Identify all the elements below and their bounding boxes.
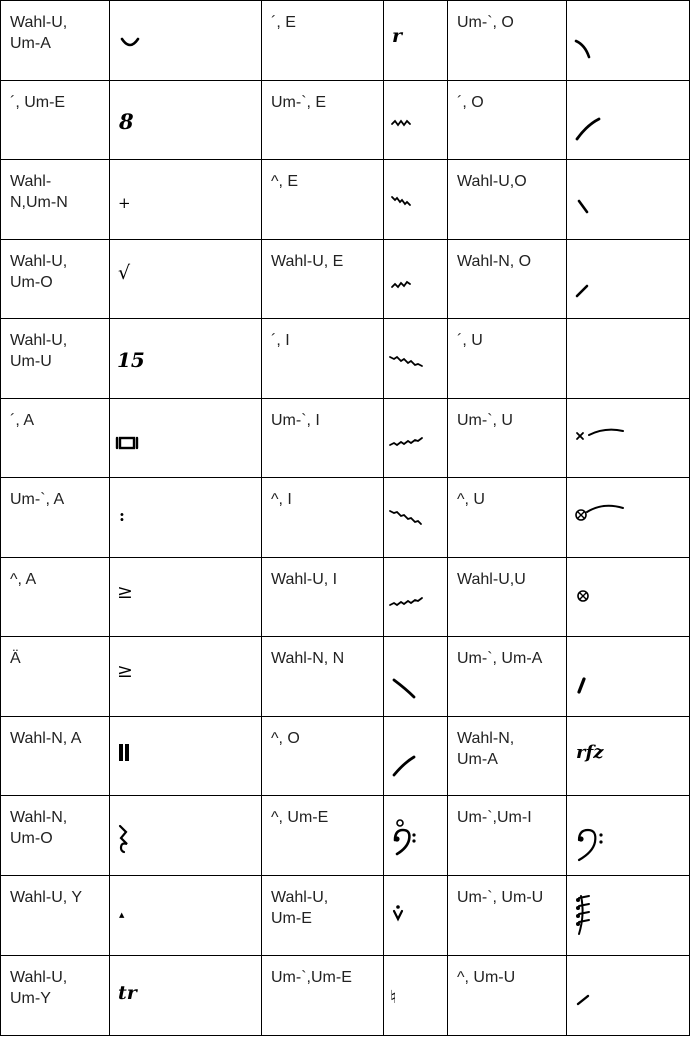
table-row — [1, 1, 690, 81]
cell-label: Wahl-U, I — [271, 571, 338, 588]
table-row — [1, 240, 690, 319]
cell-label: ^, O — [271, 730, 300, 747]
label-cell — [1, 160, 110, 240]
symbol-cell — [384, 399, 448, 478]
symbol-cell — [567, 319, 690, 399]
symbol-cell — [567, 637, 690, 717]
table-row — [1, 717, 690, 796]
tr-icon: tr — [118, 982, 137, 1004]
symbol-cell — [110, 81, 262, 160]
cell-label: ^, A — [10, 571, 37, 588]
cell-label: ´, E — [271, 14, 296, 31]
segno-bass-clef-icon — [384, 796, 447, 874]
ornate-stack-icon — [567, 876, 689, 954]
cell-label: Um-`, I — [271, 412, 320, 429]
table-row — [1, 956, 690, 1036]
circle-x-arc-icon — [567, 478, 689, 556]
label-cell — [1, 81, 110, 160]
cell-label: ´, U — [457, 332, 483, 349]
cell-label: Um-`, O — [457, 14, 514, 31]
long-slash-icon — [384, 717, 447, 795]
plus-icon: + — [118, 194, 131, 212]
label-cell — [448, 717, 567, 796]
segno-8-icon: 8 — [119, 109, 134, 134]
label-cell — [1, 240, 110, 319]
symbol-cell — [110, 558, 262, 637]
long-backslash-icon — [384, 637, 447, 715]
cell-label: Um-`,Um-I — [457, 809, 532, 826]
symbol-cell — [384, 876, 448, 956]
cell-label: Wahl-U, E — [271, 253, 344, 270]
cell-label: ´, O — [457, 94, 484, 111]
table-row — [1, 399, 690, 478]
symbol-cell — [384, 81, 448, 160]
label-cell — [1, 637, 110, 717]
symbol-cell — [110, 1, 262, 81]
label-cell — [1, 876, 110, 956]
label-cell — [1, 478, 110, 558]
label-cell — [262, 717, 384, 796]
symbol-cell — [567, 478, 690, 558]
label-cell — [448, 160, 567, 240]
cell-label: Wahl-N, Um-O — [10, 809, 68, 847]
label-cell — [448, 637, 567, 717]
label-cell — [1, 399, 110, 478]
cell-label: Wahl-U, Um-O — [10, 253, 68, 291]
label-cell — [448, 796, 567, 876]
cell-label: Ä — [10, 650, 21, 667]
label-cell — [1, 796, 110, 876]
short-arc-icon — [110, 1, 261, 79]
check-root-icon: √ — [118, 262, 131, 284]
label-cell — [448, 478, 567, 558]
falling-trill-icon — [384, 478, 447, 556]
cell-label: Um-`, E — [271, 94, 327, 111]
empty-symbol — [567, 319, 689, 397]
label-cell — [262, 319, 384, 399]
symbol-cell — [567, 399, 690, 478]
natural-sign-icon: ♮ — [390, 987, 397, 1008]
double-bar-icon — [110, 717, 261, 795]
table-row — [1, 558, 690, 637]
cell-label: ^, I — [271, 491, 292, 508]
symbol-cell — [384, 796, 448, 876]
table-row — [1, 796, 690, 876]
symbol-cell — [384, 319, 448, 399]
cell-label: ´, Um-E — [10, 94, 66, 111]
table-row — [1, 876, 690, 956]
label-cell — [262, 81, 384, 160]
cell-label: ´, I — [271, 332, 290, 349]
symbol-cell — [384, 558, 448, 637]
symbol-cell — [567, 956, 690, 1036]
symbol-cell — [567, 717, 690, 796]
circle-x-icon — [567, 558, 689, 636]
cell-label: Um-`,Um-E — [271, 969, 352, 986]
label-cell — [1, 319, 110, 399]
symbol-cell — [110, 717, 262, 796]
table-row — [1, 160, 690, 240]
symbol-cell — [567, 81, 690, 160]
table-row — [1, 81, 690, 160]
cell-label: Wahl-N, Um-A — [457, 730, 515, 768]
small-slash-icon — [567, 240, 689, 318]
dot-v-icon — [384, 876, 447, 954]
slash-up-icon — [567, 81, 689, 159]
label-cell — [262, 240, 384, 319]
rfz-icon: rfz — [576, 742, 604, 763]
label-cell — [448, 81, 567, 160]
label-cell — [262, 558, 384, 637]
symbol-cell — [110, 478, 262, 558]
symbol-cell — [110, 319, 262, 399]
table-row — [1, 637, 690, 717]
symbol-cell — [110, 637, 262, 717]
label-cell — [1, 956, 110, 1036]
rising-trill-icon — [384, 399, 447, 477]
symbol-cell — [110, 240, 262, 319]
cell-label: Wahl-N, A — [10, 730, 82, 747]
greater-equal-icon: ≥ — [117, 660, 133, 682]
mordent-icon — [384, 240, 447, 318]
symbol-cell — [567, 558, 690, 637]
label-cell — [262, 1, 384, 81]
symbol-cell — [567, 240, 690, 319]
quarter-rest-icon — [110, 796, 261, 874]
label-cell — [448, 876, 567, 956]
cell-label: Wahl-U, Um-U — [10, 332, 68, 370]
label-cell — [448, 558, 567, 637]
symbol-cell — [384, 478, 448, 558]
bass-clef-icon — [567, 796, 689, 874]
label-cell — [448, 956, 567, 1036]
symbol-cell — [567, 160, 690, 240]
label-cell — [1, 717, 110, 796]
symbol-cell — [384, 160, 448, 240]
table-row — [1, 319, 690, 399]
label-cell — [262, 160, 384, 240]
cell-label: Wahl-U, Um-Y — [10, 969, 68, 1007]
label-cell — [1, 558, 110, 637]
cell-label: Wahl-U,U — [457, 571, 526, 588]
label-cell — [262, 637, 384, 717]
cell-label: Wahl-U, Y — [10, 889, 83, 906]
curve-down-right-icon — [567, 1, 689, 79]
symbol-cell — [567, 1, 690, 81]
cell-label: ^, Um-U — [457, 969, 516, 986]
breve-box-icon — [110, 399, 261, 477]
label-cell — [448, 319, 567, 399]
cell-label: Wahl-U, Um-E — [271, 889, 329, 927]
cell-label: ^, E — [271, 173, 299, 190]
small-triangle-icon: ▲ — [119, 911, 125, 919]
cell-label: Wahl-N, N — [271, 650, 345, 667]
descending-squiggle-icon — [384, 160, 447, 238]
symbol-cell — [384, 637, 448, 717]
short-slash-icon — [567, 956, 689, 1034]
thick-slash-icon — [567, 637, 689, 715]
cell-label: Um-`, Um-A — [457, 650, 543, 667]
short-trill-icon — [384, 81, 447, 159]
cell-label: ^, U — [457, 491, 485, 508]
symbol-cell — [110, 956, 262, 1036]
short-backslash-icon — [567, 160, 689, 238]
label-cell — [262, 478, 384, 558]
label-cell — [262, 876, 384, 956]
label-cell — [448, 1, 567, 81]
symbol-cell — [567, 876, 690, 956]
symbol-cell — [384, 1, 448, 81]
table-row — [1, 478, 690, 558]
r-glyph-icon: r — [392, 25, 403, 47]
long-trill-icon — [384, 319, 447, 397]
cell-label: Um-`, U — [457, 412, 513, 429]
label-cell — [262, 796, 384, 876]
symbol-cell — [384, 956, 448, 1036]
symbol-cell — [110, 876, 262, 956]
fifteen-icon: 15 — [117, 348, 145, 372]
cell-label: Wahl-N, O — [457, 253, 532, 270]
symbol-cell — [110, 399, 262, 478]
rising-zigzag-icon — [384, 558, 447, 636]
symbol-cell — [384, 240, 448, 319]
cell-label: Wahl-U, Um-A — [10, 14, 68, 52]
colon-icon: : — [119, 506, 125, 525]
symbol-cell — [110, 160, 262, 240]
label-cell — [262, 956, 384, 1036]
x-arc-icon — [567, 399, 689, 477]
cell-label: Wahl-U,O — [457, 173, 527, 190]
cell-label: ^, Um-E — [271, 809, 329, 826]
symbol-cell — [110, 796, 262, 876]
symbol-cell — [567, 796, 690, 876]
cell-label: Um-`, Um-U — [457, 889, 544, 906]
cell-label: Wahl- N,Um-N — [10, 173, 68, 211]
label-cell — [262, 399, 384, 478]
cell-label: Um-`, A — [10, 491, 65, 508]
label-cell — [448, 240, 567, 319]
cell-label: ´, A — [10, 412, 35, 429]
label-cell — [448, 399, 567, 478]
greater-equal-icon: ≥ — [117, 581, 133, 603]
label-cell — [1, 1, 110, 81]
symbol-cell — [384, 717, 448, 796]
